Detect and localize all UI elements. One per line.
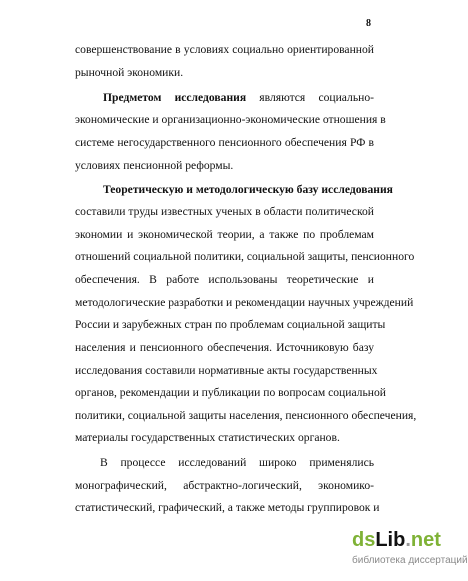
paragraph-line: России и зарубежных стран по проблемам социальной защиты	[75, 318, 386, 331]
dslib-logo: dsLib.net	[352, 529, 441, 551]
paragraph-line: материалы государственных статистических органов.	[75, 431, 340, 444]
paragraph-line: обеспечения. В работе использованы теоретические и	[75, 273, 374, 286]
dslib-caption: библиотека диссертаций	[352, 555, 468, 566]
paragraph-line: статистический, графический, а также методы группировок и	[75, 501, 380, 514]
paragraph-line: экономические и организационно-экономические отношения в	[75, 113, 386, 126]
subject-heading-rest: являются социально-	[246, 91, 374, 104]
paragraph-line: методологические разработки и рекомендации научных учреждений	[75, 296, 414, 309]
paragraph-line: исследования составили нормативные акты государственных	[75, 364, 378, 377]
paragraph-line: населения и пенсионного обеспечения. Источниковую базу	[75, 341, 374, 354]
paragraph-line: рыночной экономики.	[75, 66, 184, 79]
subject-heading: Предметом исследования	[103, 91, 247, 104]
paragraph-line: В процессе исследований широко применялись	[100, 456, 374, 469]
paragraph-line: органов, рекомендации и публикации по вопросам социальной	[75, 386, 386, 399]
paragraph-line: составили труды известных ученых в области политической	[75, 205, 374, 218]
dslib-watermark	[352, 528, 468, 576]
basis-heading: Теоретическую и методологическую базу исследования	[103, 183, 393, 196]
paragraph-line: политики, социальной защиты населения, пенсионного обеспечения,	[75, 409, 417, 422]
paragraph-line: экономии и экономической теории, а также по проблемам	[75, 228, 374, 241]
paragraph-line: совершенствование в условиях социально ориентированной	[75, 43, 374, 56]
paragraph-line-subject	[103, 91, 374, 105]
paragraph-line: системе негосударственного пенсионного обеспечения РФ в	[75, 136, 374, 149]
paragraph-line: монографический, абстрактно-логический, экономико-	[75, 479, 374, 492]
page-number: 8	[366, 18, 371, 29]
paragraph-line: условиях пенсионной реформы.	[75, 159, 234, 172]
paragraph-line: отношений социальной политики, социальной защиты, пенсионного	[75, 250, 415, 263]
